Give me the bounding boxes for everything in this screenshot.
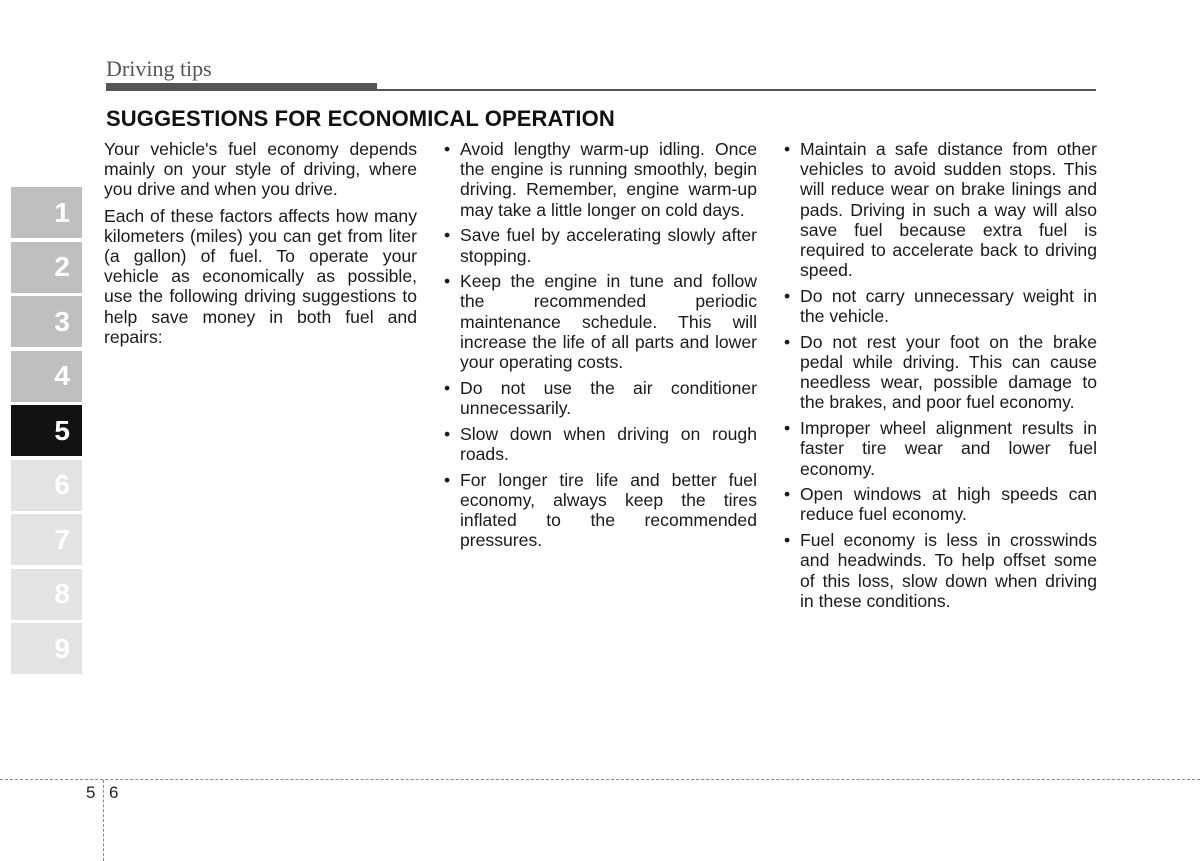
tip-item: • For longer tire life and better fuel economy, always keep the tires inflated to the recommended pressures. bbox=[444, 470, 757, 551]
page-number: 6 bbox=[109, 783, 119, 802]
intro-column bbox=[104, 139, 417, 353]
tips-list bbox=[444, 139, 757, 550]
tip-item: • Keep the engine in tune and follow the recommended periodic maintenance schedule. This will increase the life of all parts and lower your operating costs. bbox=[444, 271, 757, 372]
chapter-tab-4[interactable]: 4 bbox=[11, 351, 82, 402]
chapter-tab-2[interactable]: 2 bbox=[11, 242, 82, 293]
intro-paragraph: Your vehicle's fuel economy depends mainly on your style of driving, where you drive and when you drive. bbox=[104, 139, 417, 200]
tip-item: • Open windows at high speeds can reduce fuel economy. bbox=[784, 484, 1097, 524]
tips-list bbox=[784, 139, 1097, 611]
intro-paragraph: Each of these factors affects how many kilometers (miles) you can get from liter (a gallon) of fuel. To operate your vehicle as economically as possible, use the following driving suggestions to help save money in both fuel and repairs: bbox=[104, 205, 417, 347]
tips-column-middle bbox=[444, 139, 757, 556]
tip-item: • Do not rest your foot on the brake pedal while driving. This can cause needless wear, possible damage to the brakes, and poor fuel economy. bbox=[784, 332, 1097, 413]
chapter-tab-3[interactable]: 3 bbox=[11, 296, 82, 347]
chapter-tab-6[interactable]: 6 bbox=[11, 460, 82, 511]
tip-item: • Slow down when driving on rough roads. bbox=[444, 424, 757, 464]
tip-item: • Do not use the air conditioner unnecessarily. bbox=[444, 378, 757, 418]
chapter-tab-5[interactable]: 5 bbox=[11, 405, 82, 456]
tip-item: • Maintain a safe distance from other vehicles to avoid sudden stops. This will reduce wear on brake linings and pads. Driving in such a way will also save fuel because extra fuel is required to accelerate back to driving speed. bbox=[784, 139, 1097, 280]
chapter-tab-9[interactable]: 9 bbox=[11, 623, 82, 674]
chapter-tab-7[interactable]: 7 bbox=[11, 514, 82, 565]
tip-item: • Save fuel by accelerating slowly after stopping. bbox=[444, 225, 757, 265]
section-label: Driving tips bbox=[106, 56, 212, 81]
tip-item: • Improper wheel alignment results in faster tire wear and lower fuel economy. bbox=[784, 418, 1097, 479]
tips-column-right bbox=[784, 139, 1097, 616]
chapter-tab-8[interactable]: 8 bbox=[11, 569, 82, 620]
page-chapter-number: 5 bbox=[86, 783, 96, 802]
header-rule bbox=[106, 89, 1096, 91]
tip-item: • Do not carry unnecessary weight in the vehicle. bbox=[784, 286, 1097, 326]
footer-rule bbox=[0, 779, 1200, 780]
tip-item: • Avoid lengthy warm-up idling. Once the engine is running smoothly, begin driving. Remember, engine warm-up may take a little longer on cold days. bbox=[444, 139, 757, 220]
chapter-tabs bbox=[11, 187, 82, 678]
page-heading: SUGGESTIONS FOR ECONOMICAL OPERATION bbox=[106, 106, 615, 131]
tip-item: • Fuel economy is less in crosswinds and headwinds. To help offset some of this loss, slow down when driving in these conditions. bbox=[784, 530, 1097, 611]
chapter-tab-1[interactable]: 1 bbox=[11, 187, 82, 238]
footer-divider bbox=[103, 780, 104, 861]
